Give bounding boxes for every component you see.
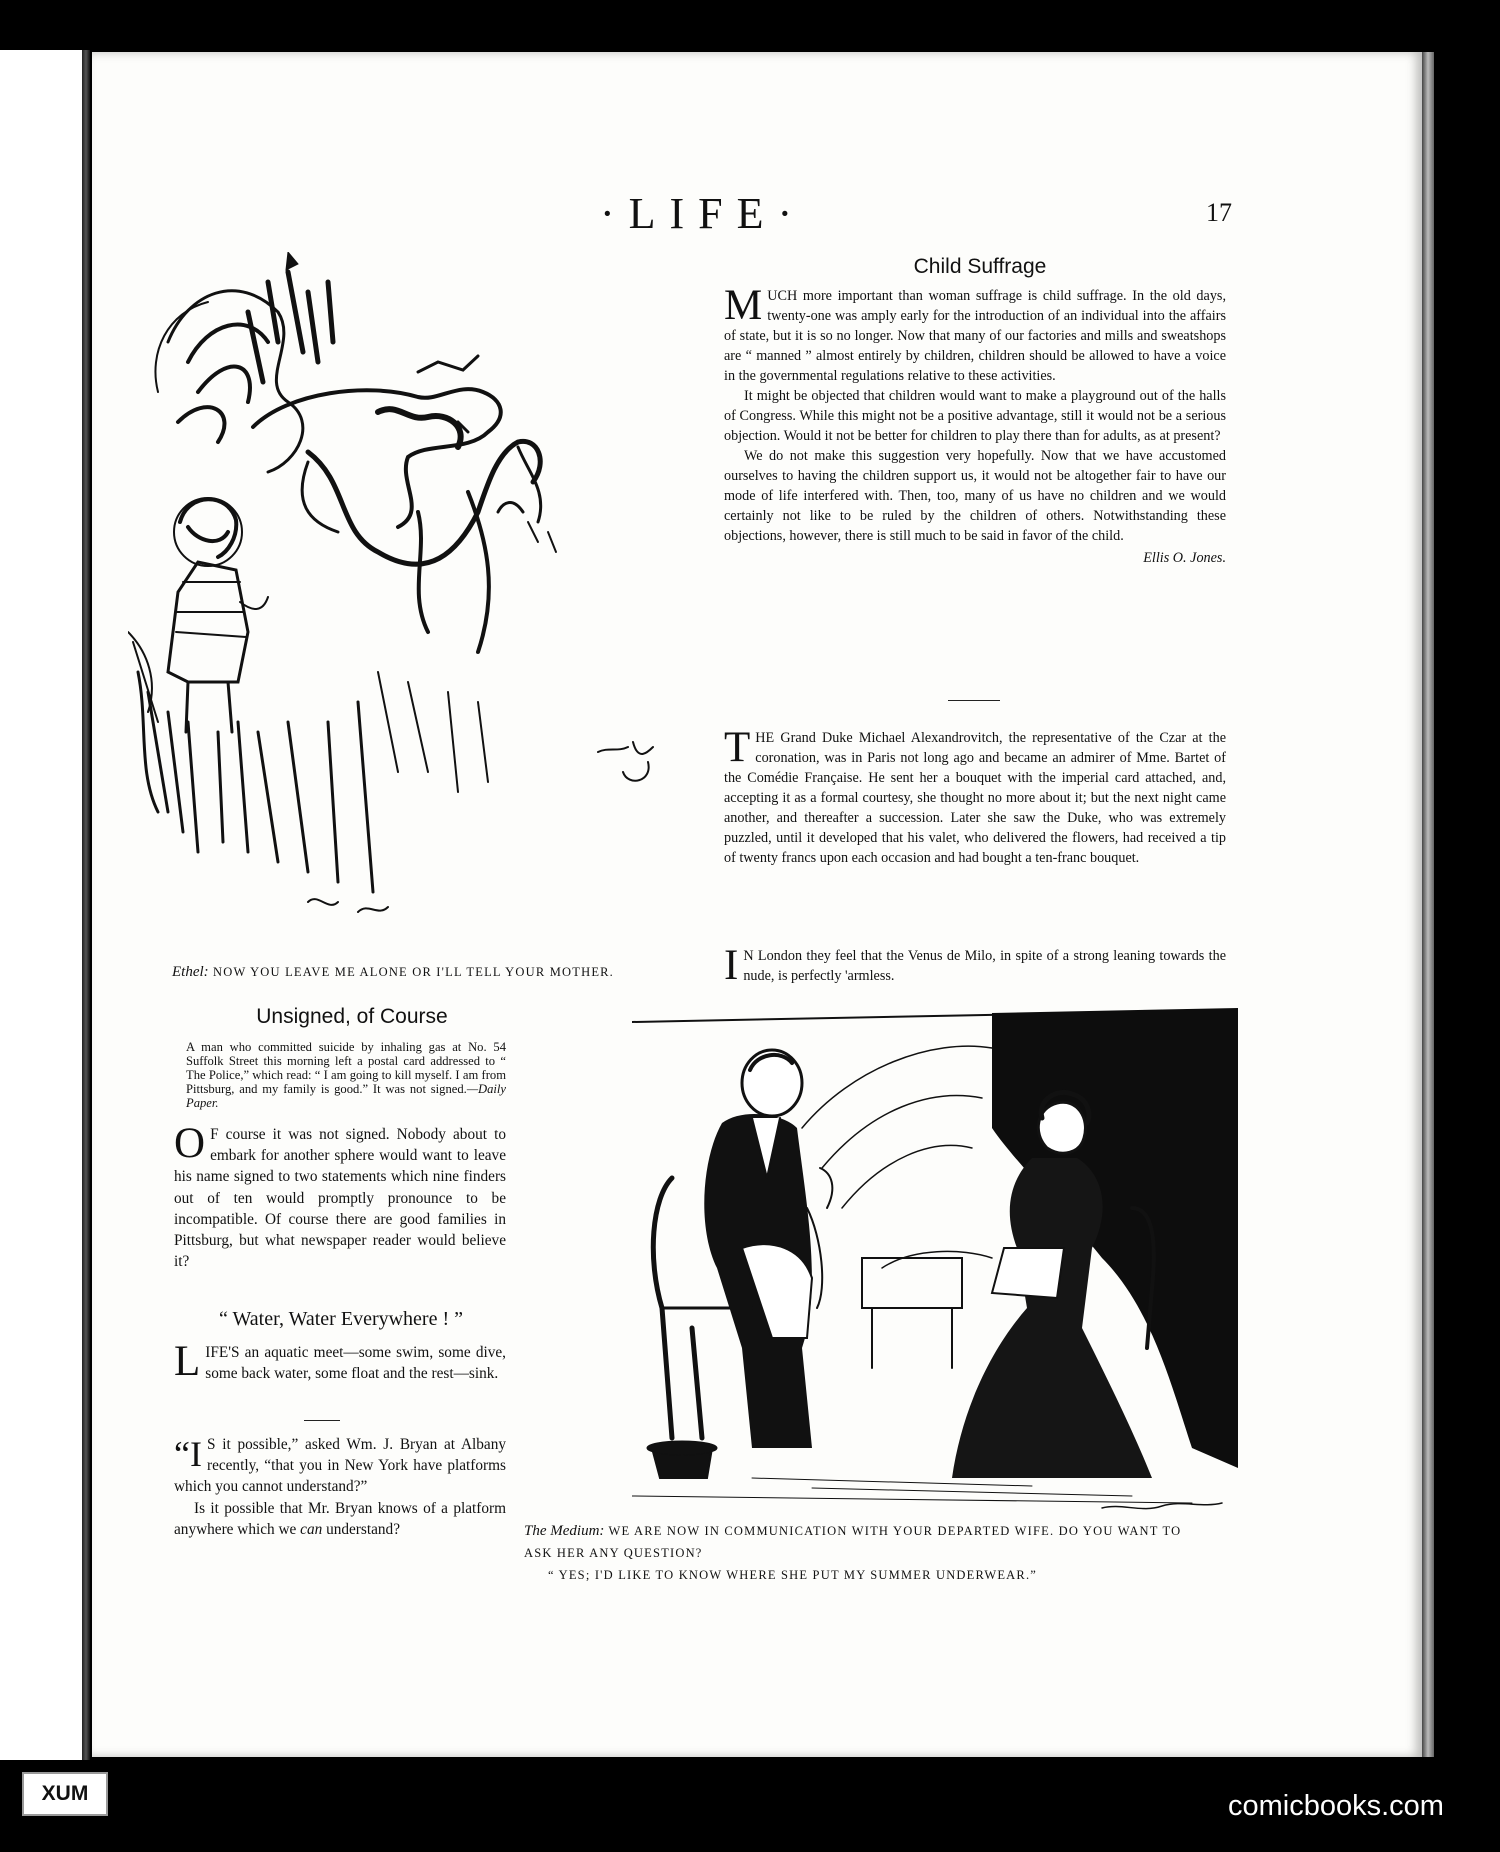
divider bbox=[304, 1420, 340, 1421]
caption-text: NOW YOU LEAVE ME ALONE OR I'LL TELL YOUR MOTHER. bbox=[212, 965, 615, 979]
paragraph-text: Is it possible that Mr. Bryan knows of a platform anywhere which we bbox=[174, 1499, 506, 1538]
bryan-p2 bbox=[174, 1498, 506, 1540]
caption-line1: WE ARE NOW IN COMMUNICATION WITH YOUR DEPARTED WIFE. DO YOU WANT TO ASK HER ANY QUESTION? bbox=[524, 1524, 1182, 1560]
grand-duke-article bbox=[724, 724, 1226, 868]
child-suffrage-p2: It might be objected that children would want to make a playground out of the halls of Congress. While this might not be a positive advantage, still it would not be a serious objection. Would it not be better for children to play there than for adults, as at present? bbox=[724, 388, 1226, 444]
venus-text bbox=[724, 942, 1226, 989]
paragraph-text: F course it was not signed. Nobody about to embark for another sphere would want to leave his name signed to two statements which nine finders out of ten would promptly pronounce to be incompatible. Of course there are good families in Pittsburg, but what newspaper reader would believe it? bbox=[174, 1126, 506, 1271]
unsigned-headline: Unsigned, of Course bbox=[256, 1005, 448, 1028]
site-watermark: comicbooks.com bbox=[1228, 1790, 1444, 1822]
unsigned-text bbox=[174, 1120, 506, 1272]
child-suffrage-headline: Child Suffrage bbox=[913, 255, 1047, 278]
venus-article bbox=[724, 942, 1226, 989]
emphasis: can bbox=[300, 1520, 323, 1538]
water-article bbox=[174, 1338, 506, 1385]
caption-line2: “ YES; I'D LIKE TO KNOW WHERE SHE PUT MY SUMMER UNDERWEAR.” bbox=[548, 1568, 1038, 1582]
child-suffrage-article bbox=[724, 282, 1226, 568]
unsigned-article bbox=[174, 1120, 506, 1272]
bryan-article bbox=[174, 1434, 506, 1540]
dropcap: I bbox=[724, 942, 739, 989]
water-headline: “ Water, Water Everywhere ! ” bbox=[219, 1308, 463, 1330]
dropcap: O bbox=[174, 1120, 206, 1167]
caption-speaker: The Medium: bbox=[524, 1523, 605, 1539]
caption-speaker: Ethel: bbox=[172, 964, 209, 980]
quote-source: —Daily Paper. bbox=[186, 1082, 506, 1110]
paragraph-text: understand? bbox=[322, 1520, 400, 1538]
child-suffrage-p1 bbox=[724, 282, 1226, 386]
illustration-girl-and-cow bbox=[128, 252, 698, 942]
paragraph-text: UCH more important than woman suffrage is child suffrage. In the old days, twenty-one was amply early for the introduction of an individual into the affairs of state, but it is so no longer. Now that many of our factories and mills and sweatshops are “ manned ” almost entirely by children, children should be allowed to have a voice in the governmental regulations relative to these activities. bbox=[724, 288, 1226, 384]
ethel-caption bbox=[172, 964, 614, 981]
divider bbox=[948, 700, 1000, 701]
masthead-title: ·LIFE· bbox=[600, 189, 807, 238]
grand-duke-text bbox=[724, 724, 1226, 868]
dropcap: L bbox=[174, 1338, 201, 1385]
paragraph-text: S it possible,” asked Wm. J. Bryan at Albany recently, “that you in New York have platforms which you cannot understand?” bbox=[174, 1436, 506, 1496]
author-signature: Ellis O. Jones. bbox=[1143, 550, 1226, 566]
page-number: 17 bbox=[1206, 198, 1232, 227]
dropcap: “I bbox=[174, 1434, 202, 1474]
child-suffrage-p3: We do not make this suggestion very hopefully. Now that we have accustomed ourselves to having the children support us, it would not be altogether fair to have our mode of life interfered with. Then, too, many of us have no children and we would certainly not like to be ruled by the children of others. Notwithstanding these objections, however, there is still much to be said in favor of the child. bbox=[724, 448, 1226, 544]
book-spine bbox=[82, 50, 90, 1760]
page-edge bbox=[1422, 52, 1434, 1757]
xum-badge: XUM bbox=[22, 1772, 108, 1816]
illustration-seance bbox=[632, 1008, 1238, 1516]
bryan-text bbox=[174, 1434, 506, 1498]
paragraph-text: N London they feel that the Venus de Milo, in spite of a strong leaning towards the nude, is perfectly 'armless. bbox=[743, 948, 1226, 984]
left-page-margin bbox=[0, 50, 86, 1760]
quote-text: A man who committed suicide by inhaling gas at No. 54 Suffolk Street this morning left a postal card addressed to “ The Police,” which read: “ I am going to kill myself. I am from Pittsburg, and my family is good.” It was not signed. bbox=[186, 1040, 506, 1096]
medium-caption bbox=[524, 1520, 1210, 1586]
paragraph-text: IFE'S an aquatic meet—some swim, some dive, some back water, some float and the rest—sink. bbox=[205, 1344, 506, 1383]
dropcap: M bbox=[724, 282, 763, 329]
water-text bbox=[174, 1338, 506, 1385]
dropcap: T bbox=[724, 724, 751, 771]
unsigned-quote bbox=[186, 1040, 506, 1110]
paragraph-text: HE Grand Duke Michael Alexandrovitch, the representative of the Czar at the coronation, was in Paris not long ago and became an admirer of Mme. Bartet of the Comédie Française. He sent her a bouquet with the imperial card attached, and, accepting it as a formal courtesy, she thought no more about it; but the next night came another, and thereafter a succession. Later she saw the Duke, who was extremely puzzled, until it developed that his valet, who delivered the flowers, had received a tip of twenty francs upon each occasion and had bought a ten-franc bouquet. bbox=[724, 730, 1226, 866]
